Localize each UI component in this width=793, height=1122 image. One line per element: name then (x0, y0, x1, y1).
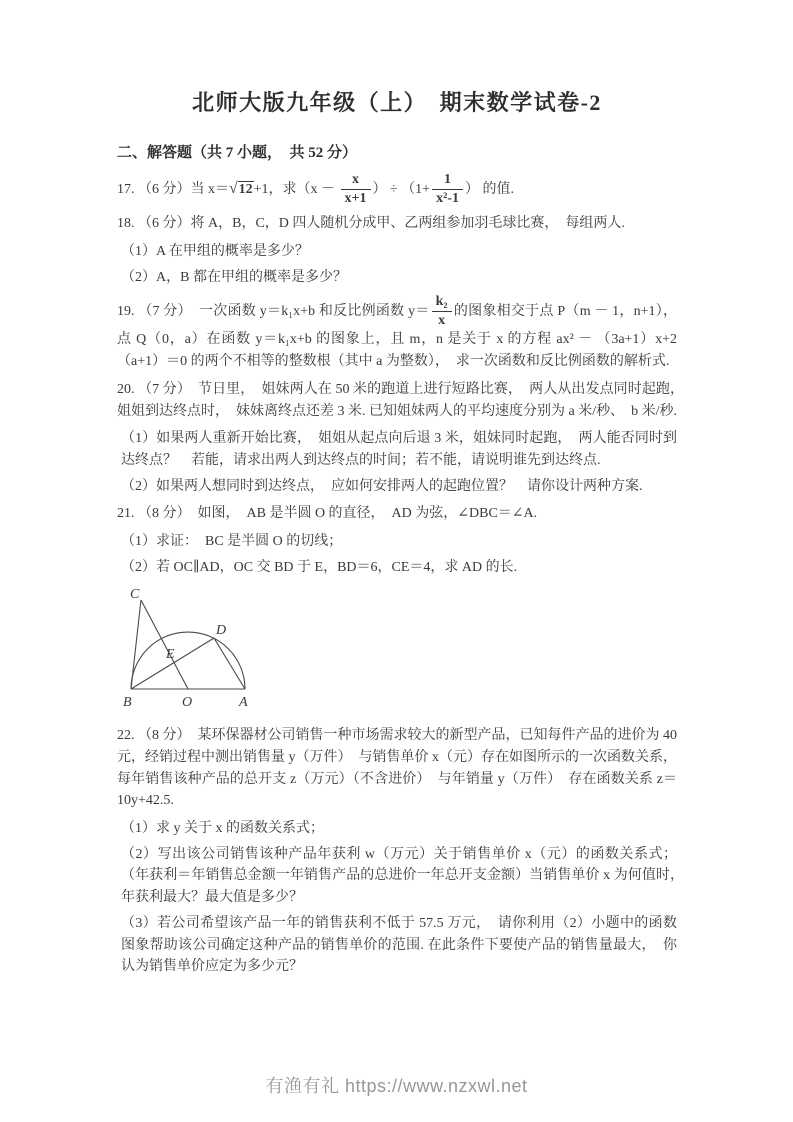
fraction-numerator: 1 (432, 172, 463, 190)
fraction-denominator: x (438, 313, 446, 329)
page-title: 北师大版九年级（上） 期末数学试卷-2 (192, 90, 602, 115)
fraction-k2-over-x (432, 294, 452, 329)
question-22-sub1: （1）求 y 关于 x 的函数关系式； (121, 821, 324, 837)
chord-BD (131, 638, 214, 689)
q19-text-2: 的图象相交于点 P（m － 1，n+1），点 Q（0，a）在函数 y＝k₁x+b 的图象上，且 m，n 是关于 x 的方程 ax² － （3a+1）x+2（a+1）＝0 的两个不相等的整数根（其中 a 为整数）， 求一次函数和反比例函数的解析式. (117, 304, 677, 370)
exam-content (117, 86, 691, 982)
q21-figure-container (119, 586, 677, 719)
figure-label-a: A (239, 695, 248, 711)
question-20-stem: 20. （7 分） 节日里， 姐妹两人在 50 米的跑道上进行短路比赛， 两人从出发点同时起跑， 姐姐到达终点时， 妹妹离终点还差 3 米. 已知姐妹两人的平均速度分别为 a 米/秒、 b 米/秒. (117, 381, 691, 419)
figure-label-b: B (123, 695, 132, 711)
fraction-x-over-x-plus-1 (341, 172, 371, 207)
question-17 (117, 172, 677, 207)
figure-label-o: O (182, 695, 193, 711)
question-21-sub2: （2）若 OC∥AD，OC 交 BD 于 E，BD＝6，CE＝4，求 AD 的长. (121, 559, 518, 575)
question-22-stem: 22. （8 分） 某环保器材公司销售一种市场需求较大的新型产品，已知每件产品的进价为 40 元，经销过程中测出销售量 y（万件） 与销售单价 x（元）存在如图所示的一次函数关系，每年销售该种产品的总开支 z（万元）（不含进价） 与年销量 y（万件） 存在函数关系 z＝10y+42.5. (117, 728, 677, 809)
radical-sign-icon: √ (229, 179, 238, 197)
section-header: 二、解答题（共 7 小题， 共 52 分） (117, 145, 358, 161)
watermark-footer: 有渔有礼 https://www.nzxwl.net (265, 1076, 528, 1096)
q21-geometry-figure (119, 586, 279, 714)
tangent-line-BC (131, 600, 141, 689)
question-20-sub2: （2）如果两人想同时到达终点， 应如何安排两人的起跑位置？ 请你设计两种方案. (121, 478, 643, 494)
q17-text-4: ） 的值. (464, 181, 514, 197)
question-22-sub2: （2）写出该公司销售该种产品年获利 w（万元）关于销售单价 x（元）的函数关系式；（年获利＝年销售总金额一年销售产品的总进价一年总开支金额）当销售单价 x 为何值时， 年获利最大？最大值是多少？ (121, 846, 691, 906)
radicand: 12 (238, 181, 253, 197)
question-19 (117, 294, 677, 373)
question-20-sub1: （1）如果两人重新开始比赛， 姐姐从起点向后退 3 米，姐妹同时起跑， 两人能否同时到达终点？ 若能，请求出两人到达终点的时间；若不能，请说明谁先到达终点. (121, 431, 677, 468)
fraction-denominator: x+1 (344, 191, 367, 207)
question-18-sub1: （1）A 在甲组的概率是多少？ (121, 243, 309, 259)
question-18-sub2: （2）A，B 都在甲组的概率是多少？ (121, 269, 347, 285)
figure-label-d: D (216, 623, 227, 639)
question-22-sub3: （3）若公司希望该产品一年的销售获利不低于 57.5 万元， 请你利用（2）小题中的函数图象帮助该公司确定这种产品的销售单价的范围. 在此条件下要使产品的销售量最大， 你认为销售单价应定为多少元？ (121, 915, 677, 975)
figure-label-c: C (130, 587, 140, 603)
sqrt-expression (229, 179, 254, 197)
line-CO (141, 600, 188, 689)
q17-text-1: 17. （6 分）当 x＝ (117, 181, 229, 197)
question-21-stem: 21. （8 分） 如图， AB 是半圆 O 的直径， AD 为弦，∠DBC＝∠A. (117, 506, 538, 522)
question-18-stem: 18. （6 分）将 A，B，C，D 四人随机分成甲、乙两组参加羽毛球比赛， 每组两人. (117, 216, 625, 232)
q19-text-1: 19. （7 分） 一次函数 y＝k₁x+b 和反比例函数 y＝ (117, 304, 430, 320)
figure-label-e: E (166, 647, 175, 663)
q17-text-3: ） ÷ （1+ (372, 181, 431, 197)
fraction-1-over-x2-minus-1 (432, 172, 463, 207)
fraction-denominator: x²-1 (436, 191, 459, 207)
fraction-numerator: k₂ (432, 294, 452, 312)
fraction-numerator: x (341, 172, 371, 190)
chord-DA (214, 638, 245, 689)
question-21-sub1: （1）求证： BC 是半圆 O 的切线； (121, 533, 343, 549)
q17-text-2: +1，求（x － (253, 181, 339, 197)
